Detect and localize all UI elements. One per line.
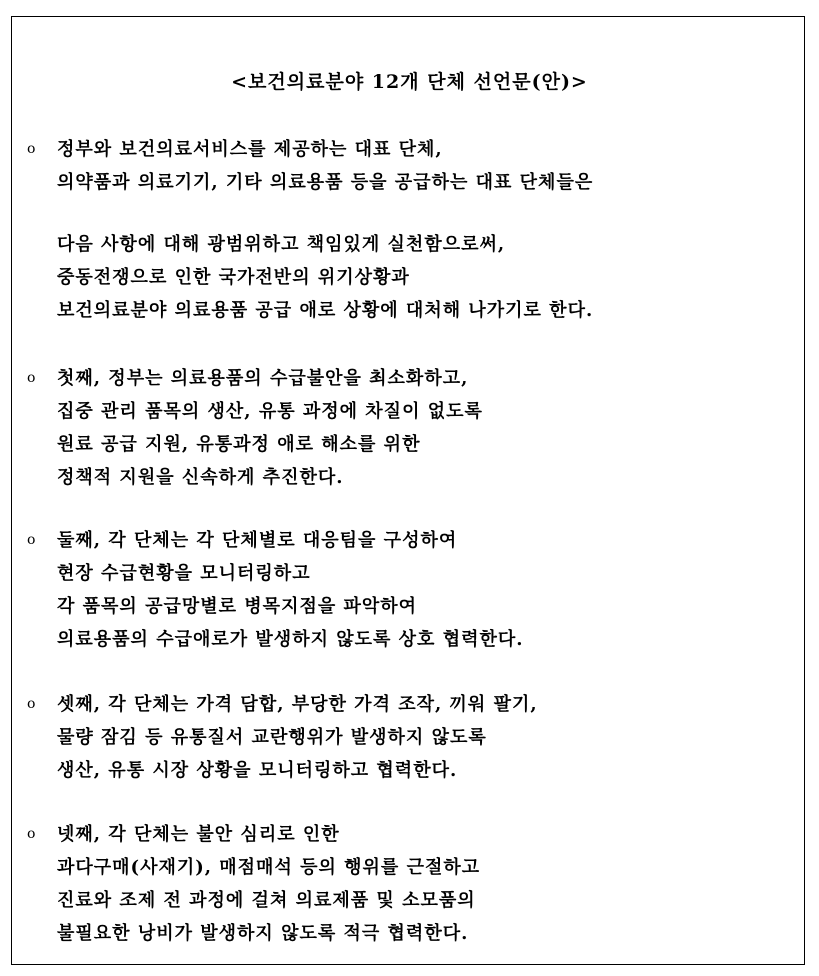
bullet-icon: o bbox=[27, 532, 37, 548]
text-line: 불필요한 낭비가 발생하지 않도록 적극 협력한다. bbox=[57, 923, 469, 944]
text-line: 원료 공급 지원, 유통과정 애로 해소를 위한 bbox=[57, 434, 421, 455]
third-item bbox=[24, 688, 804, 787]
text-line: o 첫째, 정부는 의료용품의 수급불안을 최소화하고, bbox=[24, 362, 804, 395]
intro-paragraph bbox=[24, 133, 804, 199]
text-line: 각 품목의 공급망별로 병목지점을 파악하여 bbox=[57, 596, 418, 617]
text-line: 정책적 지원을 신속하게 추진한다. bbox=[57, 467, 344, 488]
text-line: o 셋째, 각 단체는 가격 담합, 부당한 가격 조작, 끼워 팔기, bbox=[24, 688, 804, 721]
text-line: 의약품과 의료기기, 기타 의료용품 등을 공급하는 대표 단체들은 bbox=[57, 172, 594, 193]
fourth-item bbox=[24, 818, 804, 950]
bullet-icon: o bbox=[27, 826, 37, 842]
commitment-paragraph bbox=[24, 228, 804, 327]
text-line: 진료와 조제 전 과정에 걸쳐 의료제품 및 소모품의 bbox=[57, 890, 476, 911]
text-line: 보건의료분야 의료용품 공급 애로 상황에 대처해 나가기로 한다. bbox=[57, 300, 594, 321]
second-item bbox=[24, 524, 804, 656]
text-line: o 정부와 보건의료서비스를 제공하는 대표 단체, bbox=[24, 133, 804, 166]
text-line: 생산, 유통 시장 상황을 모니터링하고 협력한다. bbox=[57, 760, 458, 781]
text-line: 다음 사항에 대해 광범위하고 책임있게 실천함으로써, bbox=[57, 234, 506, 255]
bullet-icon: o bbox=[27, 141, 37, 157]
text-line: o 넷째, 각 단체는 불안 심리로 인한 bbox=[24, 818, 804, 851]
bullet-icon: o bbox=[27, 370, 37, 386]
first-item bbox=[24, 362, 804, 494]
text-line: 집중 관리 품목의 생산, 유통 과정에 차질이 없도록 bbox=[57, 401, 483, 422]
text-line: 과다구매(사재기), 매점매석 등의 행위를 근절하고 bbox=[57, 857, 481, 878]
text-line: 중동전쟁으로 인한 국가전반의 위기상황과 bbox=[57, 267, 410, 288]
text-line: o 둘째, 각 단체는 각 단체별로 대응팀을 구성하여 bbox=[24, 524, 804, 557]
bullet-icon: o bbox=[27, 696, 37, 712]
text-line: 의료용품의 수급애로가 발생하지 않도록 상호 협력한다. bbox=[57, 629, 524, 650]
text-line: 현장 수급현황을 모니터링하고 bbox=[57, 563, 311, 584]
text-line: 물량 잠김 등 유통질서 교란행위가 발생하지 않도록 bbox=[57, 727, 487, 748]
document-title: <보건의료분야 12개 단체 선언문(안)> bbox=[231, 71, 588, 93]
